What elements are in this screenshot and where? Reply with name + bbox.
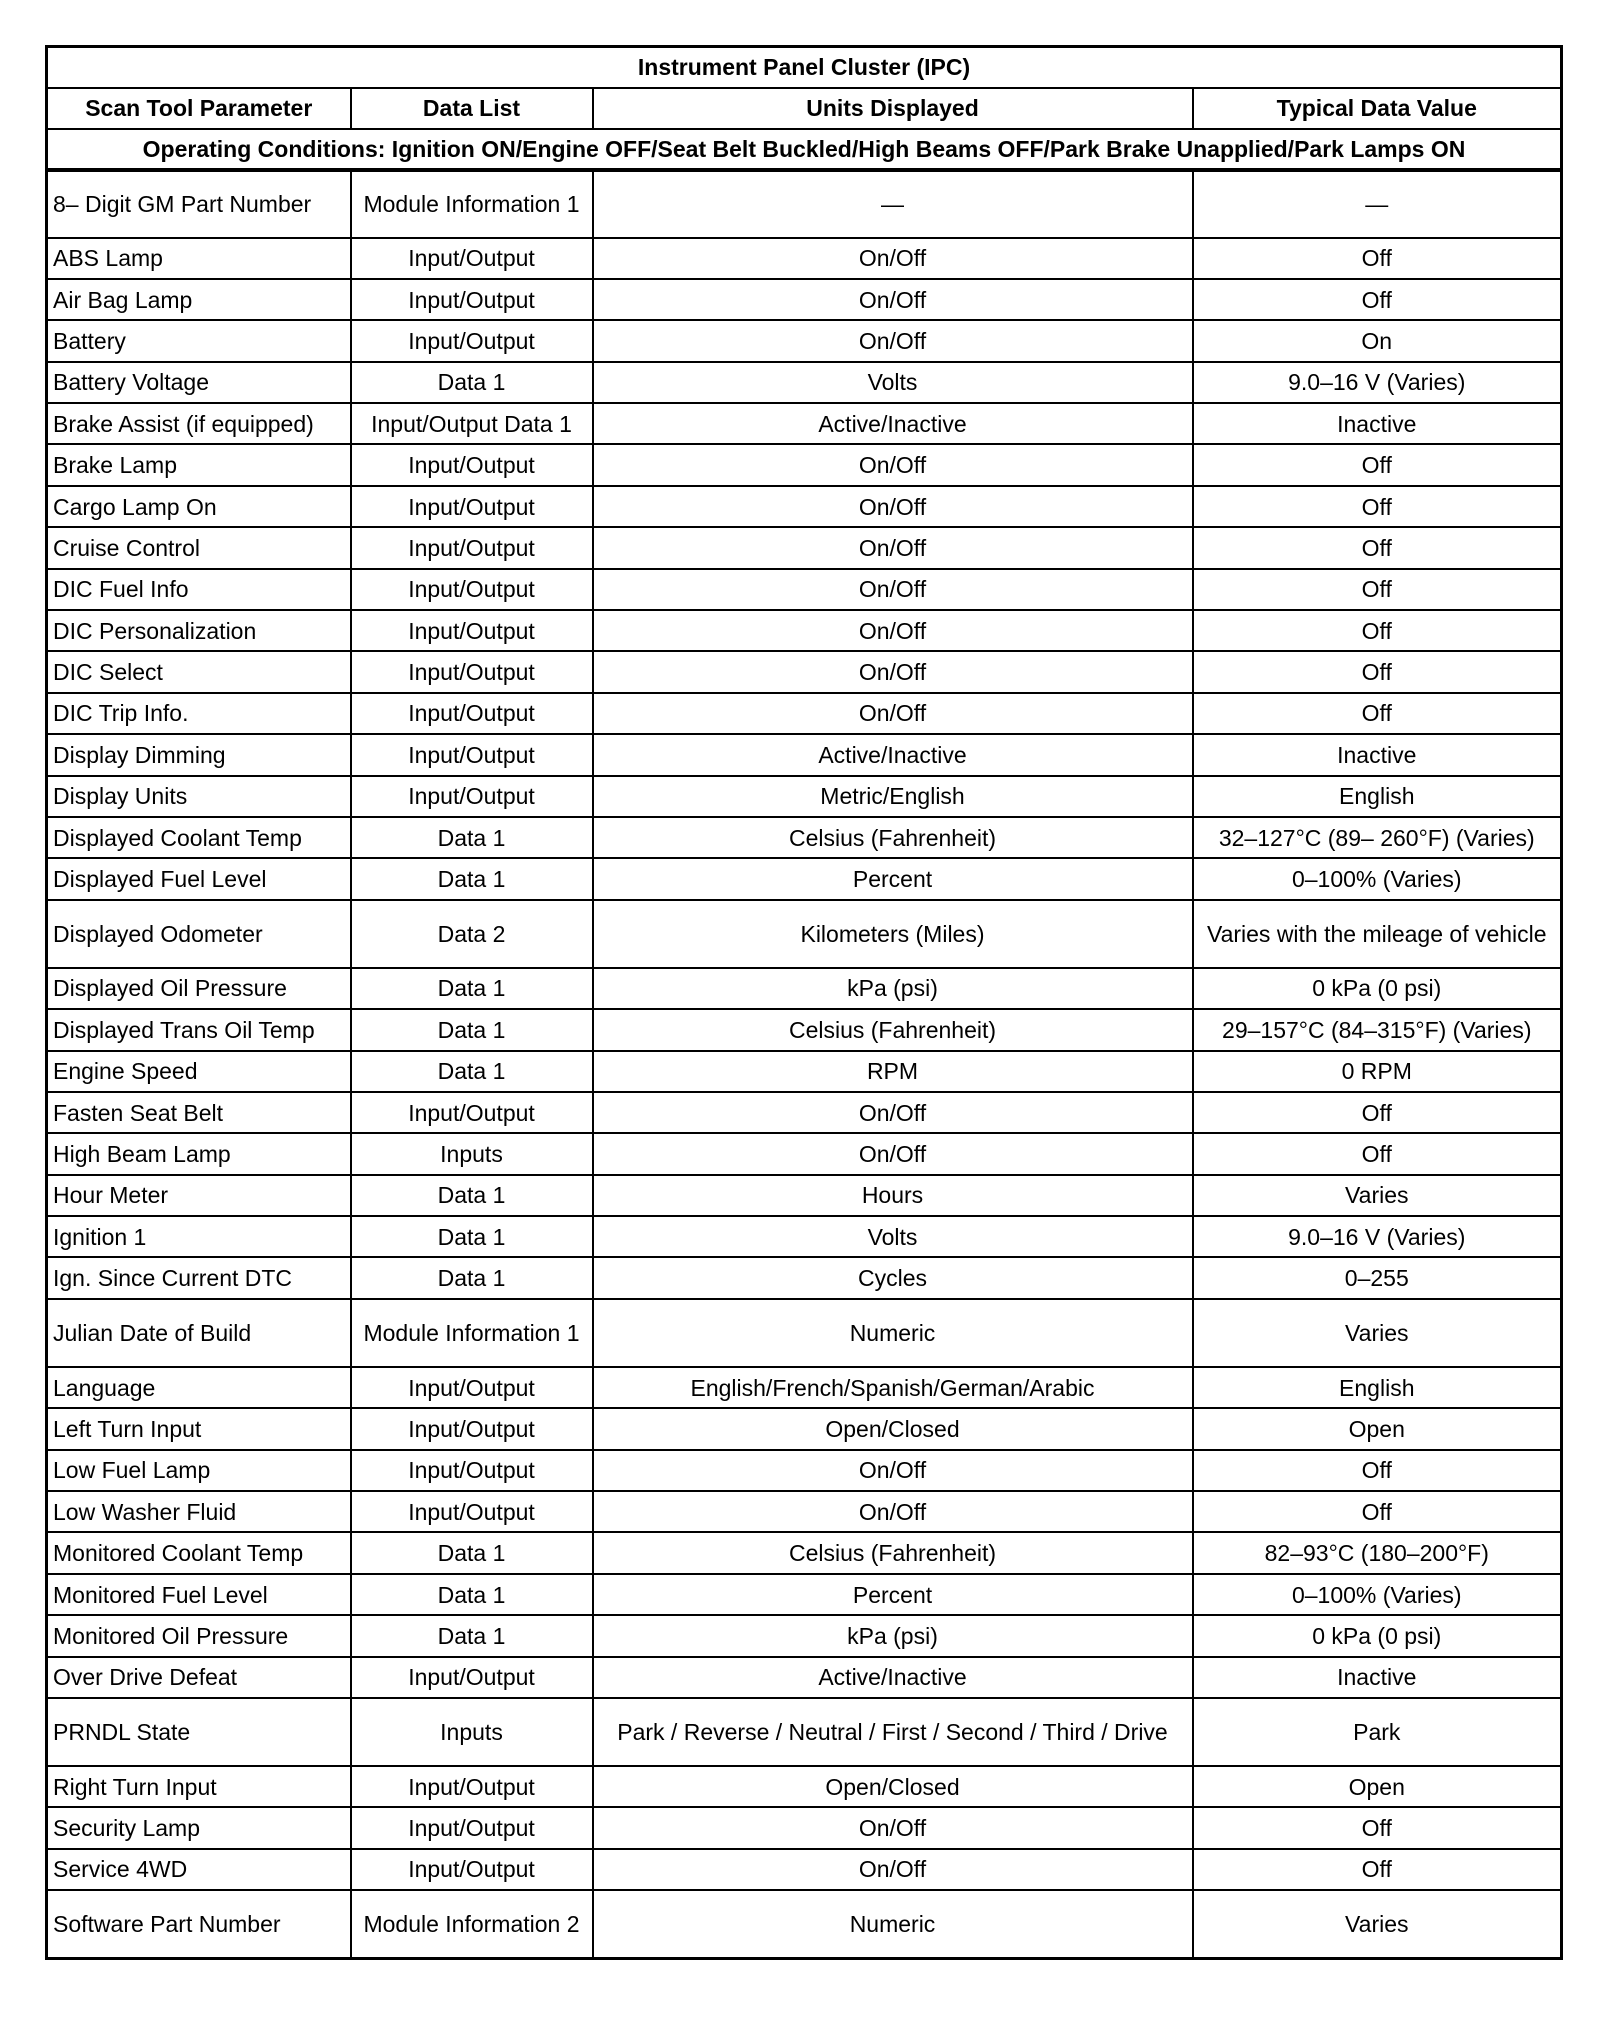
parameter-cell: Air Bag Lamp	[47, 279, 351, 320]
data-list-cell: Data 1	[351, 1051, 593, 1092]
units-cell: Metric/English	[593, 776, 1193, 817]
data-list-cell: Inputs	[351, 1133, 593, 1174]
typical-value-cell: Inactive	[1193, 734, 1562, 775]
table-row	[47, 1408, 1562, 1449]
column-header-row	[47, 88, 1562, 129]
parameter-cell: Over Drive Defeat	[47, 1657, 351, 1698]
units-cell: Celsius (Fahrenheit)	[593, 1532, 1193, 1573]
typical-value-cell: Varies	[1193, 1890, 1562, 1958]
parameter-cell: High Beam Lamp	[47, 1133, 351, 1174]
data-list-cell: Input/Output	[351, 320, 593, 361]
typical-value-cell: On	[1193, 320, 1562, 361]
operating-conditions: Operating Conditions: Ignition ON/Engine OFF/Seat Belt Buckled/High Beams OFF/Park Brake Unapplied/Park Lamps ON	[47, 129, 1562, 170]
table-row	[47, 1051, 1562, 1092]
table-row	[47, 1766, 1562, 1807]
parameter-cell: Display Dimming	[47, 734, 351, 775]
data-list-cell: Data 1	[351, 1532, 593, 1573]
units-cell: Numeric	[593, 1299, 1193, 1367]
table-row	[47, 362, 1562, 403]
table-row	[47, 320, 1562, 361]
table-row	[47, 1657, 1562, 1698]
data-list-cell: Data 1	[351, 1257, 593, 1298]
data-list-cell: Input/Output	[351, 651, 593, 692]
data-list-cell: Input/Output	[351, 569, 593, 610]
table-row	[47, 279, 1562, 320]
parameter-cell: Engine Speed	[47, 1051, 351, 1092]
data-list-cell: Input/Output	[351, 279, 593, 320]
data-list-cell: Input/Output	[351, 238, 593, 279]
typical-value-cell: Open	[1193, 1408, 1562, 1449]
data-list-cell: Input/Output	[351, 1367, 593, 1408]
typical-value-cell: Off	[1193, 693, 1562, 734]
table-row	[47, 734, 1562, 775]
table-row	[47, 170, 1562, 238]
parameter-cell: Monitored Coolant Temp	[47, 1532, 351, 1573]
typical-value-cell: 0 kPa (0 psi)	[1193, 1615, 1562, 1656]
parameter-cell: Low Fuel Lamp	[47, 1450, 351, 1491]
units-cell: Hours	[593, 1175, 1193, 1216]
table-row	[47, 1615, 1562, 1656]
units-cell: kPa (psi)	[593, 968, 1193, 1009]
units-cell: Volts	[593, 362, 1193, 403]
typical-value-cell: 0–100% (Varies)	[1193, 1574, 1562, 1615]
typical-value-cell: Off	[1193, 444, 1562, 485]
parameter-cell: Monitored Oil Pressure	[47, 1615, 351, 1656]
table-body	[47, 170, 1562, 1959]
parameter-cell: Displayed Coolant Temp	[47, 817, 351, 858]
typical-value-cell: Inactive	[1193, 1657, 1562, 1698]
typical-value-cell: Off	[1193, 238, 1562, 279]
parameter-cell: 8– Digit GM Part Number	[47, 170, 351, 238]
units-cell: kPa (psi)	[593, 1615, 1193, 1656]
parameter-cell: Ignition 1	[47, 1216, 351, 1257]
units-cell: Numeric	[593, 1890, 1193, 1958]
units-cell: On/Off	[593, 444, 1193, 485]
parameter-cell: DIC Personalization	[47, 610, 351, 651]
table-row	[47, 1890, 1562, 1958]
units-cell: On/Off	[593, 486, 1193, 527]
table-row	[47, 569, 1562, 610]
operating-conditions-row	[47, 129, 1562, 170]
parameter-cell: Battery Voltage	[47, 362, 351, 403]
title-row	[47, 47, 1562, 88]
typical-value-cell: Off	[1193, 569, 1562, 610]
parameter-cell: Brake Lamp	[47, 444, 351, 485]
table-row	[47, 900, 1562, 968]
units-cell: On/Off	[593, 527, 1193, 568]
typical-value-cell: —	[1193, 170, 1562, 238]
table-row	[47, 776, 1562, 817]
units-cell: On/Off	[593, 569, 1193, 610]
table-title: Instrument Panel Cluster (IPC)	[47, 47, 1562, 88]
typical-value-cell: Off	[1193, 1807, 1562, 1848]
table-row	[47, 1532, 1562, 1573]
col-header-scan-tool-parameter: Scan Tool Parameter	[47, 88, 351, 129]
data-list-cell: Inputs	[351, 1698, 593, 1766]
table-row	[47, 1849, 1562, 1890]
table-row	[47, 238, 1562, 279]
data-list-cell: Input/Output	[351, 486, 593, 527]
table-row	[47, 968, 1562, 1009]
table-row	[47, 1092, 1562, 1133]
table-row	[47, 1807, 1562, 1848]
data-list-cell: Input/Output	[351, 1408, 593, 1449]
parameter-cell: Displayed Trans Oil Temp	[47, 1009, 351, 1050]
data-list-cell: Input/Output	[351, 1450, 593, 1491]
data-list-cell: Data 1	[351, 1175, 593, 1216]
data-list-cell: Input/Output	[351, 734, 593, 775]
typical-value-cell: Open	[1193, 1766, 1562, 1807]
typical-value-cell: Park	[1193, 1698, 1562, 1766]
typical-value-cell: English	[1193, 1367, 1562, 1408]
typical-value-cell: 29–157°C (84–315°F) (Varies)	[1193, 1009, 1562, 1050]
parameter-cell: Brake Assist (if equipped)	[47, 403, 351, 444]
table-row	[47, 403, 1562, 444]
parameter-cell: Right Turn Input	[47, 1766, 351, 1807]
data-list-cell: Input/Output	[351, 1092, 593, 1133]
table-row	[47, 1299, 1562, 1367]
data-list-cell: Data 2	[351, 900, 593, 968]
units-cell: —	[593, 170, 1193, 238]
typical-value-cell: English	[1193, 776, 1562, 817]
typical-value-cell: Off	[1193, 486, 1562, 527]
typical-value-cell: Off	[1193, 610, 1562, 651]
units-cell: On/Off	[593, 1849, 1193, 1890]
data-list-cell: Data 1	[351, 858, 593, 899]
typical-value-cell: Off	[1193, 1450, 1562, 1491]
parameter-cell: Ign. Since Current DTC	[47, 1257, 351, 1298]
data-list-cell: Module Information 2	[351, 1890, 593, 1958]
table-row	[47, 1367, 1562, 1408]
units-cell: Percent	[593, 858, 1193, 899]
parameter-cell: Service 4WD	[47, 1849, 351, 1890]
parameter-cell: Julian Date of Build	[47, 1299, 351, 1367]
data-list-cell: Input/Output	[351, 1807, 593, 1848]
units-cell: Open/Closed	[593, 1408, 1193, 1449]
parameter-cell: Language	[47, 1367, 351, 1408]
table-row	[47, 527, 1562, 568]
parameter-cell: Display Units	[47, 776, 351, 817]
typical-value-cell: 0–100% (Varies)	[1193, 858, 1562, 899]
typical-value-cell: Off	[1193, 527, 1562, 568]
units-cell: Kilometers (Miles)	[593, 900, 1193, 968]
data-list-cell: Module Information 1	[351, 170, 593, 238]
units-cell: Active/Inactive	[593, 1657, 1193, 1698]
parameter-cell: Monitored Fuel Level	[47, 1574, 351, 1615]
typical-value-cell: Off	[1193, 1491, 1562, 1532]
units-cell: On/Off	[593, 238, 1193, 279]
units-cell: Cycles	[593, 1257, 1193, 1298]
table-row	[47, 610, 1562, 651]
data-list-cell: Input/Output	[351, 527, 593, 568]
typical-value-cell: Inactive	[1193, 403, 1562, 444]
data-list-cell: Data 1	[351, 362, 593, 403]
data-list-cell: Input/Output	[351, 1657, 593, 1698]
parameter-cell: Software Part Number	[47, 1890, 351, 1958]
parameter-cell: DIC Select	[47, 651, 351, 692]
parameter-cell: DIC Trip Info.	[47, 693, 351, 734]
table-row	[47, 1574, 1562, 1615]
units-cell: On/Off	[593, 1450, 1193, 1491]
typical-value-cell: 9.0–16 V (Varies)	[1193, 1216, 1562, 1257]
parameter-cell: Fasten Seat Belt	[47, 1092, 351, 1133]
typical-value-cell: 0 kPa (0 psi)	[1193, 968, 1562, 1009]
units-cell: English/French/Spanish/German/Arabic	[593, 1367, 1193, 1408]
units-cell: Park / Reverse / Neutral / First / Second / Third / Drive	[593, 1698, 1193, 1766]
ipc-data-table	[45, 45, 1563, 1960]
units-cell: On/Off	[593, 610, 1193, 651]
table-row	[47, 486, 1562, 527]
typical-value-cell: Off	[1193, 1092, 1562, 1133]
units-cell: On/Off	[593, 1491, 1193, 1532]
table-row	[47, 1009, 1562, 1050]
data-list-cell: Input/Output Data 1	[351, 403, 593, 444]
units-cell: Celsius (Fahrenheit)	[593, 1009, 1193, 1050]
table-row	[47, 817, 1562, 858]
parameter-cell: Displayed Odometer	[47, 900, 351, 968]
typical-value-cell: Off	[1193, 279, 1562, 320]
typical-value-cell: 9.0–16 V (Varies)	[1193, 362, 1562, 403]
units-cell: On/Off	[593, 279, 1193, 320]
data-list-cell: Input/Output	[351, 776, 593, 817]
parameter-cell: Cruise Control	[47, 527, 351, 568]
units-cell: Volts	[593, 1216, 1193, 1257]
typical-value-cell: Varies	[1193, 1299, 1562, 1367]
units-cell: Celsius (Fahrenheit)	[593, 817, 1193, 858]
table-row	[47, 1491, 1562, 1532]
data-list-cell: Data 1	[351, 817, 593, 858]
units-cell: Active/Inactive	[593, 403, 1193, 444]
typical-value-cell: Off	[1193, 1849, 1562, 1890]
table-row	[47, 1175, 1562, 1216]
table-row	[47, 1698, 1562, 1766]
table-row	[47, 444, 1562, 485]
parameter-cell: DIC Fuel Info	[47, 569, 351, 610]
parameter-cell: Hour Meter	[47, 1175, 351, 1216]
data-list-cell: Input/Output	[351, 1491, 593, 1532]
parameter-cell: PRNDL State	[47, 1698, 351, 1766]
parameter-cell: Low Washer Fluid	[47, 1491, 351, 1532]
units-cell: On/Off	[593, 651, 1193, 692]
table-row	[47, 858, 1562, 899]
data-list-cell: Input/Output	[351, 444, 593, 485]
units-cell: Open/Closed	[593, 1766, 1193, 1807]
typical-value-cell: Off	[1193, 1133, 1562, 1174]
units-cell: RPM	[593, 1051, 1193, 1092]
table-row	[47, 651, 1562, 692]
typical-value-cell: 82–93°C (180–200°F)	[1193, 1532, 1562, 1573]
parameter-cell: Security Lamp	[47, 1807, 351, 1848]
typical-value-cell: 32–127°C (89– 260°F) (Varies)	[1193, 817, 1562, 858]
col-header-typical-data-value: Typical Data Value	[1193, 88, 1562, 129]
data-list-cell: Input/Output	[351, 610, 593, 651]
table-row	[47, 1133, 1562, 1174]
units-cell: On/Off	[593, 693, 1193, 734]
parameter-cell: Cargo Lamp On	[47, 486, 351, 527]
table-row	[47, 693, 1562, 734]
units-cell: Percent	[593, 1574, 1193, 1615]
data-list-cell: Data 1	[351, 1574, 593, 1615]
units-cell: On/Off	[593, 1092, 1193, 1133]
table-row	[47, 1257, 1562, 1298]
table-row	[47, 1450, 1562, 1491]
data-list-cell: Module Information 1	[351, 1299, 593, 1367]
data-list-cell: Data 1	[351, 1009, 593, 1050]
typical-value-cell: Varies with the mileage of vehicle	[1193, 900, 1562, 968]
table-row	[47, 1216, 1562, 1257]
data-list-cell: Input/Output	[351, 1766, 593, 1807]
parameter-cell: Displayed Oil Pressure	[47, 968, 351, 1009]
parameter-cell: Displayed Fuel Level	[47, 858, 351, 899]
typical-value-cell: Varies	[1193, 1175, 1562, 1216]
col-header-data-list: Data List	[351, 88, 593, 129]
units-cell: On/Off	[593, 1807, 1193, 1848]
units-cell: On/Off	[593, 1133, 1193, 1174]
parameter-cell: Left Turn Input	[47, 1408, 351, 1449]
parameter-cell: Battery	[47, 320, 351, 361]
data-list-cell: Data 1	[351, 1216, 593, 1257]
data-list-cell: Input/Output	[351, 693, 593, 734]
data-list-cell: Data 1	[351, 968, 593, 1009]
col-header-units-displayed: Units Displayed	[593, 88, 1193, 129]
units-cell: Active/Inactive	[593, 734, 1193, 775]
data-list-cell: Input/Output	[351, 1849, 593, 1890]
data-list-cell: Data 1	[351, 1615, 593, 1656]
typical-value-cell: 0–255	[1193, 1257, 1562, 1298]
units-cell: On/Off	[593, 320, 1193, 361]
parameter-cell: ABS Lamp	[47, 238, 351, 279]
typical-value-cell: Off	[1193, 651, 1562, 692]
typical-value-cell: 0 RPM	[1193, 1051, 1562, 1092]
